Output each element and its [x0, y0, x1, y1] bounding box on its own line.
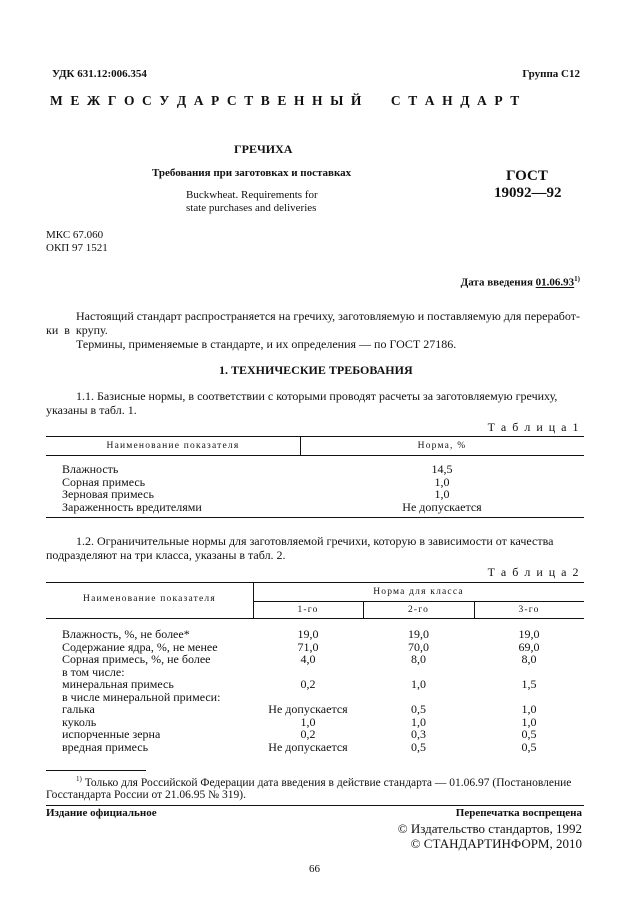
table1-row-name: Влажность: [62, 462, 119, 476]
table-row: [62, 463, 584, 476]
intro-date-footnote-mark: 1): [574, 275, 580, 283]
copyright-1: © Издательство стандартов, 1992: [397, 821, 582, 836]
table2-row-c2: 70,0: [408, 639, 429, 654]
group-code: Группа С12: [522, 68, 580, 80]
paragraph-1-2-line1: 1.2. Ограничительные нормы для заготовляемой гречихи, которую в зависимости от качества: [76, 534, 554, 548]
table2-row-c3: 1,5: [521, 677, 537, 691]
table1-row-name: Зерновая примесь: [62, 487, 154, 501]
table2-row-name: Сорная примесь, %, не более: [62, 652, 211, 666]
section-1-title: 1. ТЕХНИЧЕСКИЕ ТРЕБОВАНИЯ: [219, 363, 413, 377]
standard-type: М Е Ж Г О С У Д А Р С Т В Е Н Н Ы Й С Т А Н Д А Р Т: [50, 93, 522, 108]
table2-row-c1: 0,2: [300, 727, 316, 741]
table2-body: [62, 628, 584, 753]
table-row: [62, 741, 584, 754]
intro-date-value: 01.06.93: [535, 276, 575, 289]
copyright-2: © СТАНДАРТИНФОРМ, 2010: [410, 836, 582, 851]
paragraph-scope-line1: Настоящий стандарт распространяется на гречиху, заготовляемую и поставляемую для переработ-: [76, 309, 580, 323]
table2-row-name: Влажность, %, не более*: [62, 627, 190, 641]
table1-bottom-rule: [46, 517, 584, 518]
table2-row-c2: 0,5: [411, 702, 426, 716]
table2-row-c1: 1,0: [300, 714, 316, 729]
table2-row-c1: 71,0: [297, 639, 319, 654]
table2-group-rule: [253, 601, 584, 602]
table2-row-c2: 8,0: [411, 652, 426, 666]
footnote-rule: [46, 770, 146, 771]
table-row: [62, 501, 584, 514]
intro-date-label: Дата введения: [460, 276, 533, 289]
table2-row-c3: 1,0: [521, 702, 537, 716]
table-row: [62, 728, 584, 741]
paragraph-1-2-line2: подразделяют на три класса, указаны в табл. 2.: [46, 548, 286, 562]
paragraph-1-1-line1: 1.1. Базисные нормы, в соответствии с которыми проводят расчеты за заготовляемую гречиху,: [76, 389, 558, 403]
table2-col-group: Норма для класса: [373, 587, 464, 597]
footnote-text-line1: Только для Российской Федерации дата введения в действие стандарта — 01.06.97 (Постановление: [84, 776, 572, 789]
table1-col-name: Наименование показателя: [106, 441, 240, 451]
table2-row-c1: 4,0: [300, 652, 316, 666]
table2-class-3: 3-го: [518, 605, 540, 615]
document-title: ГРЕЧИХА: [234, 142, 293, 156]
table2-row-name: куколь: [62, 714, 97, 729]
table2-row-c3: 19,0: [518, 627, 540, 641]
footnote-mark: 1): [76, 775, 82, 783]
table2-row-name: в числе минеральной примеси:: [62, 689, 221, 704]
paragraph-terms: Термины, применяемые в стандарте, и их определения — по ГОСТ 27186.: [76, 337, 457, 351]
table2-row-c2: 1,0: [411, 677, 426, 691]
table2-class-2: 2-го: [407, 605, 430, 615]
table2-class-1: 1-го: [297, 605, 319, 615]
table2-row-c1: 0,2: [300, 677, 316, 691]
table2-row-c3: 1,0: [521, 714, 537, 729]
reprint-label: Перепечатка воспрещена: [455, 807, 582, 819]
table2-row-c3: 0,5: [521, 727, 537, 741]
footnote-line1: [76, 775, 571, 789]
table2-row-c2: 19,0: [408, 627, 429, 641]
table2-row-name: вредная примесь: [62, 739, 149, 754]
table2-row-c3: 8,0: [521, 652, 537, 666]
document-subtitle: Требования при заготовках и поставках: [152, 167, 352, 179]
table2-row-name: в том числе:: [62, 664, 125, 679]
table1-row-name: Зараженность вредителями: [62, 499, 202, 514]
table2-row-name: минеральная примесь: [62, 677, 174, 691]
footnote-line2: Госстандарта России от 21.06.95 № 319).: [46, 789, 246, 801]
table2-row-c2: 0,5: [411, 739, 426, 754]
table2-header-rule: [46, 618, 584, 619]
gost-number: 19092—92: [494, 185, 562, 201]
table-row: [62, 703, 584, 716]
table1-row-value: Не допускается: [402, 499, 482, 514]
table1-col-norm: Норма, %: [417, 441, 467, 451]
paragraph-1-1-line2: указаны в табл. 1.: [46, 403, 137, 417]
page-number: 66: [309, 863, 320, 875]
table1-row-value: 14,5: [431, 462, 453, 476]
table2-top-rule: [46, 582, 584, 583]
edition-label: Издание официальное: [46, 807, 157, 819]
table2-row-name: Содержание ядра, %, не менее: [62, 639, 218, 654]
table2-row-c1: Не допускается: [268, 739, 348, 754]
table2-row-name: галька: [62, 702, 95, 716]
table2-row-name: испорченные зерна: [62, 727, 161, 741]
paragraph-scope-line2: ки в крупу.: [46, 323, 108, 337]
gost-label: ГОСТ: [506, 168, 548, 184]
table2-row-c3: 69,0: [518, 639, 540, 654]
table-row: [62, 488, 584, 501]
table1-row-name: Сорная примесь: [62, 474, 146, 489]
table1-row-value: 1,0: [434, 474, 450, 489]
table1-row-value: 1,0: [434, 487, 450, 501]
table1-body: [62, 463, 584, 513]
udk-code: УДК 631.12:006.354: [52, 68, 147, 80]
intro-date: [461, 275, 580, 289]
table2-row-c1: Не допускается: [268, 702, 348, 716]
english-title-line1: Buckwheat. Requirements for: [186, 189, 318, 201]
english-title-line2: state purchases and deliveries: [186, 202, 317, 214]
table-row: [62, 678, 584, 691]
table2-row-c2: 0,3: [411, 727, 426, 741]
table1-caption: Т а б л и ц а 1: [487, 420, 580, 434]
okp-code: ОКП 97 1521: [46, 242, 108, 254]
table2-row-c3: 0,5: [521, 739, 537, 754]
table-row: [62, 653, 584, 666]
table1-header-rule: [46, 455, 584, 456]
table2-row-c2: 1,0: [411, 714, 426, 729]
footer-rule: [46, 805, 584, 806]
table2-caption: Т а б л и ц а 2: [487, 565, 580, 579]
table2-col-name: Наименование показателя: [83, 594, 216, 604]
table-row: [62, 628, 584, 641]
mks-code: МКС 67.060: [46, 229, 104, 241]
table2-row-c1: 19,0: [297, 627, 319, 641]
table1-top-rule: [46, 436, 584, 437]
